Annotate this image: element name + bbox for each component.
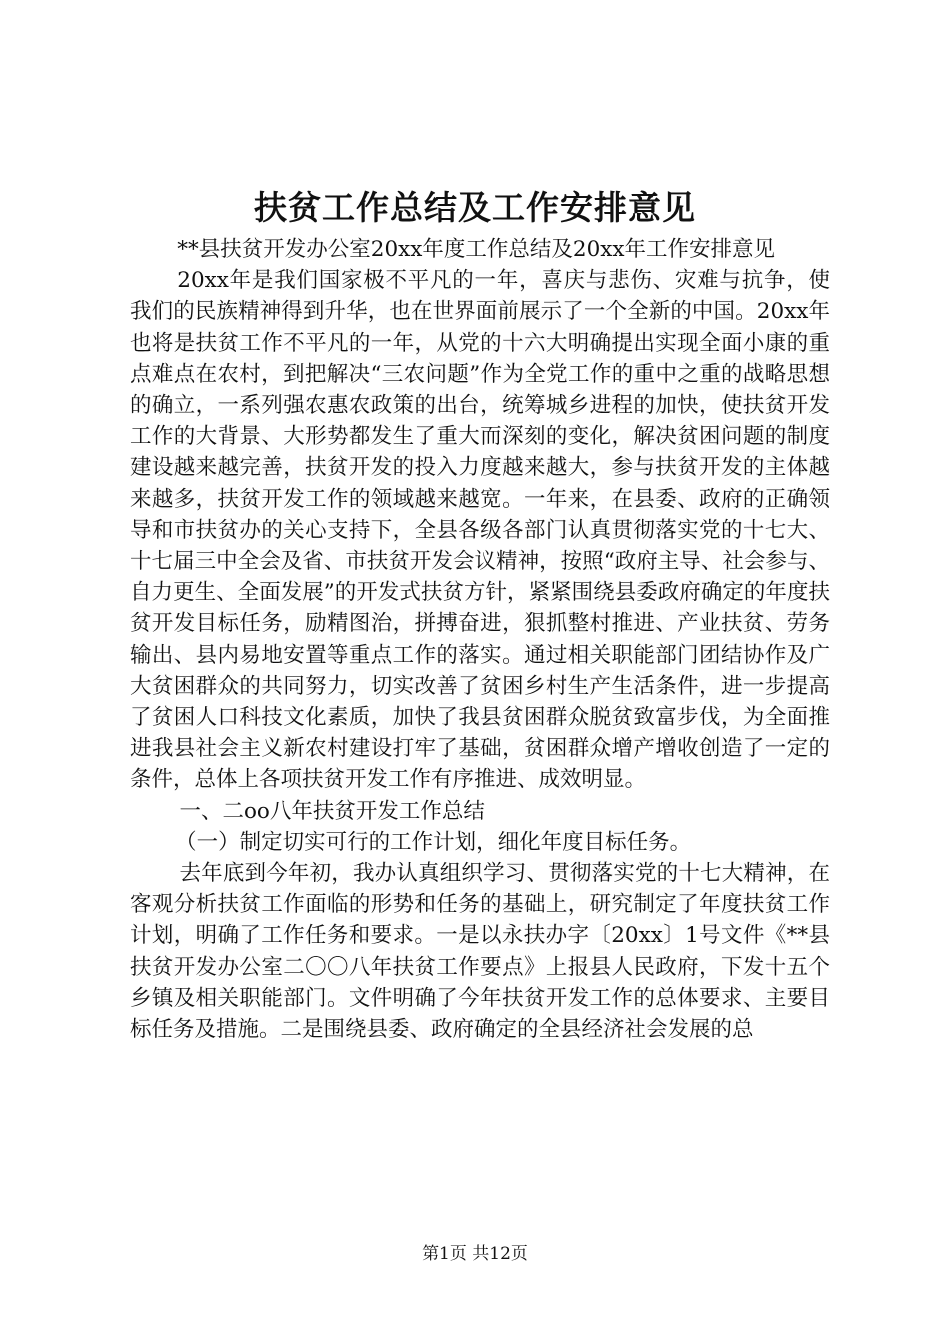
- subsection-heading: （一）制定切实可行的工作计划，细化年度目标任务。: [175, 829, 692, 855]
- subtitle-paragraph: **县扶贫开发办公室20xx年度工作总结及20xx年工作安排意见: [177, 237, 776, 262]
- document-body: [130, 234, 830, 1045]
- page-footer: 第1页 共12页: [422, 1244, 528, 1264]
- section-heading: 一、二oo八年扶贫开发工作总结: [179, 798, 485, 824]
- intro-paragraph: 20xx年是我们国家极不平凡的一年，喜庆与悲伤、灾难与抗争，使我们的民族精神得到升华，也在世界面前展示了一个全新的中国。20xx年也将是扶贫工作不平凡的一年，从党的十六大明确提出实现全面小康的重点难点在农村，到把解决“三农问题”作为全党工作的重中之重的战略思想的确立，一系列强农惠农政策的出台，统筹城乡进程的加快，使扶贫开发工作的大背景、大形势都发生了重大而深刻的变化，解决贫困问题的制度建设越来越完善，扶贫开发的投入力度越来越大，参与扶贫开发的主体越来越多，扶贫开发工作的领域越来越宽。一年来，在县委、政府的正确领导和市扶贫办的关心支持下，全县各级各部门认真贯彻落实党的十七大、十七届三中全会及省、市扶贫开发会议精神，按照“政府主导、社会参与、自力更生、全面发展”的开发式扶贫方针，紧紧围绕县委政府确定的年度扶贫开发目标任务，励精图治，拼搏奋进，狠抓整村推进、产业扶贫、劳务输出、县内易地安置等重点工作的落实。通过相关职能部门团结协作及广大贫困群众的共同努力，切实改善了贫困乡村生产生活条件，进一步提高了贫困人口科技文化素质，加快了我县贫困群众脱贫致富步伐，为全面推进我县社会主义新农村建设打牢了基础，贫困群众增产增收创造了一定的条件，总体上各项扶贫开发工作有序推进、成效明显。: [130, 268, 830, 793]
- body-paragraph: 去年底到今年初，我办认真组织学习、贯彻落实党的十七大精神，在客观分析扶贫工作面临的形势和任务的基础上，研究制定了年度扶贫工作计划，明确了工作任务和要求。一是以永扶办字〔20xx〕1号文件《**县扶贫开发办公室二〇〇八年扶贫工作要点》上报县人民政府，下发十五个乡镇及相关职能部门。文件明确了今年扶贫开发工作的总体要求、主要目标任务及措施。二是围绕县委、政府确定的全县经济社会发展的总: [130, 861, 830, 1043]
- document-title: 扶贫工作总结及工作安排意见: [254, 188, 696, 227]
